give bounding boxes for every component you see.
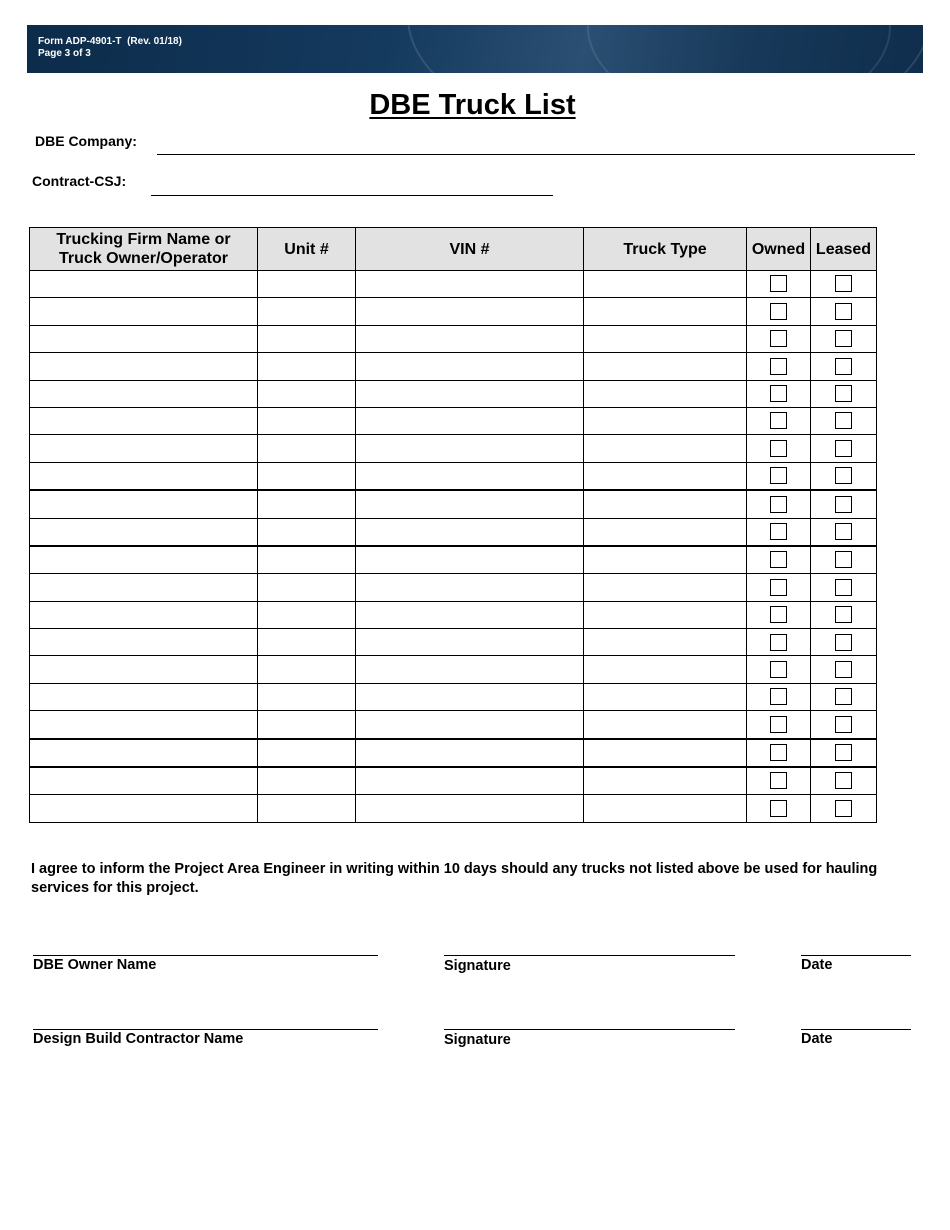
table-row [30, 601, 877, 628]
dbe-owner-date-line[interactable] [801, 955, 911, 956]
leased-cell [811, 574, 877, 601]
owned-checkbox[interactable] [770, 358, 787, 375]
dbe-company-field[interactable] [157, 154, 915, 155]
vin-cell[interactable] [356, 574, 584, 601]
owned-checkbox[interactable] [770, 634, 787, 651]
truck-type-cell[interactable] [584, 574, 747, 601]
truck-type-cell[interactable] [584, 656, 747, 683]
leased-checkbox[interactable] [835, 579, 852, 596]
firm-name-cell[interactable] [30, 739, 258, 767]
owned-checkbox[interactable] [770, 800, 787, 817]
owned-cell [747, 601, 811, 628]
owned-checkbox[interactable] [770, 551, 787, 568]
truck-type-cell[interactable] [584, 407, 747, 434]
unit-cell[interactable] [258, 518, 356, 546]
unit-cell[interactable] [258, 435, 356, 462]
owned-cell [747, 574, 811, 601]
contract-csj-field[interactable] [151, 195, 553, 196]
owned-cell [747, 271, 811, 298]
leased-cell [811, 380, 877, 407]
truck-type-cell[interactable] [584, 546, 747, 574]
unit-cell[interactable] [258, 462, 356, 490]
unit-cell[interactable] [258, 601, 356, 628]
column-header-owned: Owned [747, 228, 811, 271]
truck-type-cell[interactable] [584, 711, 747, 739]
banner-decoration [587, 25, 891, 73]
unit-cell[interactable] [258, 271, 356, 298]
owned-checkbox[interactable] [770, 330, 787, 347]
owned-cell [747, 298, 811, 325]
table-row [30, 380, 877, 407]
table-row [30, 271, 877, 298]
vin-cell[interactable] [356, 601, 584, 628]
truck-type-cell[interactable] [584, 629, 747, 656]
firm-name-cell[interactable] [30, 407, 258, 434]
truck-type-cell[interactable] [584, 462, 747, 490]
table-row [30, 435, 877, 462]
leased-checkbox[interactable] [835, 551, 852, 568]
leased-checkbox[interactable] [835, 358, 852, 375]
truck-type-cell[interactable] [584, 739, 747, 767]
dbe-owner-signature-line[interactable] [444, 955, 735, 956]
table-row [30, 490, 877, 518]
vin-cell[interactable] [356, 795, 584, 822]
table-row [30, 353, 877, 380]
leased-checkbox[interactable] [835, 467, 852, 484]
unit-cell[interactable] [258, 490, 356, 518]
table-row [30, 739, 877, 767]
leased-cell [811, 353, 877, 380]
owned-cell [747, 435, 811, 462]
leased-checkbox[interactable] [835, 412, 852, 429]
table-row [30, 407, 877, 434]
truck-type-cell[interactable] [584, 767, 747, 795]
leased-cell [811, 767, 877, 795]
column-header-vin: VIN # [356, 228, 584, 271]
leased-checkbox[interactable] [835, 523, 852, 540]
owned-checkbox[interactable] [770, 772, 787, 789]
column-header-leased: Leased [811, 228, 877, 271]
truck-type-cell[interactable] [584, 683, 747, 710]
table-row [30, 518, 877, 546]
owned-cell [747, 739, 811, 767]
firm-name-cell[interactable] [30, 380, 258, 407]
table-row [30, 546, 877, 574]
truck-type-cell[interactable] [584, 380, 747, 407]
leased-checkbox[interactable] [835, 440, 852, 457]
column-header-firm: Trucking Firm Name or Truck Owner/Operator [30, 228, 258, 271]
truck-type-cell[interactable] [584, 298, 747, 325]
firm-name-cell[interactable] [30, 795, 258, 822]
table-row [30, 325, 877, 352]
leased-checkbox[interactable] [835, 772, 852, 789]
vin-cell[interactable] [356, 325, 584, 352]
vin-cell[interactable] [356, 435, 584, 462]
leased-cell [811, 739, 877, 767]
leased-checkbox[interactable] [835, 303, 852, 320]
firm-name-cell[interactable] [30, 711, 258, 739]
owned-cell [747, 353, 811, 380]
owned-cell [747, 325, 811, 352]
owned-checkbox[interactable] [770, 303, 787, 320]
firm-name-cell[interactable] [30, 629, 258, 656]
unit-cell[interactable] [258, 353, 356, 380]
contractor-signature-line[interactable] [444, 1029, 735, 1030]
contract-csj-label: Contract-CSJ: [32, 173, 127, 189]
leased-cell [811, 298, 877, 325]
unit-cell[interactable] [258, 795, 356, 822]
vin-cell[interactable] [356, 683, 584, 710]
leased-cell [811, 601, 877, 628]
firm-name-cell[interactable] [30, 546, 258, 574]
unit-cell[interactable] [258, 629, 356, 656]
contractor-name-label: Design Build Contractor Name [33, 1031, 244, 1047]
unit-cell[interactable] [258, 711, 356, 739]
leased-cell [811, 271, 877, 298]
firm-name-cell[interactable] [30, 435, 258, 462]
owned-cell [747, 490, 811, 518]
vin-cell[interactable] [356, 739, 584, 767]
firm-name-cell[interactable] [30, 490, 258, 518]
dbe-owner-name-line[interactable] [33, 955, 378, 956]
owned-checkbox[interactable] [770, 661, 787, 678]
dbe-company-label: DBE Company: [35, 133, 137, 149]
leased-cell [811, 435, 877, 462]
page-number: Page 3 of 3 [38, 48, 91, 59]
table-row [30, 574, 877, 601]
owned-cell [747, 407, 811, 434]
owned-cell [747, 795, 811, 822]
page-title: DBE Truck List [369, 89, 576, 121]
firm-name-cell[interactable] [30, 353, 258, 380]
truck-type-cell[interactable] [584, 325, 747, 352]
owned-cell [747, 767, 811, 795]
owned-checkbox[interactable] [770, 385, 787, 402]
vin-cell[interactable] [356, 546, 584, 574]
table-row [30, 462, 877, 490]
unit-cell[interactable] [258, 574, 356, 601]
unit-cell[interactable] [258, 546, 356, 574]
leased-cell [811, 462, 877, 490]
contractor-date-label: Date [801, 1031, 833, 1047]
owned-cell [747, 629, 811, 656]
dbe-owner-name-label: DBE Owner Name [33, 957, 157, 973]
leased-cell [811, 546, 877, 574]
leased-checkbox[interactable] [835, 275, 852, 292]
column-header-truck-type: Truck Type [584, 228, 747, 271]
owned-cell [747, 711, 811, 739]
contractor-name-line[interactable] [33, 1029, 378, 1030]
truck-type-cell[interactable] [584, 601, 747, 628]
unit-cell[interactable] [258, 298, 356, 325]
leased-checkbox[interactable] [835, 606, 852, 623]
firm-name-cell[interactable] [30, 574, 258, 601]
vin-cell[interactable] [356, 629, 584, 656]
owned-checkbox[interactable] [770, 579, 787, 596]
leased-checkbox[interactable] [835, 385, 852, 402]
vin-cell[interactable] [356, 711, 584, 739]
vin-cell[interactable] [356, 490, 584, 518]
owned-checkbox[interactable] [770, 275, 787, 292]
table-header-row [30, 228, 877, 271]
vin-cell[interactable] [356, 380, 584, 407]
firm-name-cell[interactable] [30, 767, 258, 795]
owned-cell [747, 656, 811, 683]
firm-name-cell[interactable] [30, 298, 258, 325]
truck-list-table [29, 227, 877, 823]
table-row [30, 683, 877, 710]
unit-cell[interactable] [258, 325, 356, 352]
leased-checkbox[interactable] [835, 330, 852, 347]
owned-checkbox[interactable] [770, 523, 787, 540]
firm-name-cell[interactable] [30, 656, 258, 683]
leased-checkbox[interactable] [835, 496, 852, 513]
leased-checkbox[interactable] [835, 661, 852, 678]
firm-name-cell[interactable] [30, 271, 258, 298]
owned-checkbox[interactable] [770, 412, 787, 429]
table-row [30, 795, 877, 822]
leased-cell [811, 325, 877, 352]
table-row [30, 629, 877, 656]
leased-cell [811, 518, 877, 546]
owned-checkbox[interactable] [770, 440, 787, 457]
unit-cell[interactable] [258, 656, 356, 683]
leased-cell [811, 490, 877, 518]
vin-cell[interactable] [356, 271, 584, 298]
dbe-owner-date-label: Date [801, 957, 833, 973]
agreement-statement: I agree to inform the Project Area Engineer in writing within 10 days should any trucks not listed above be used for hauling services for this project. [31, 861, 878, 896]
form-header-banner [27, 25, 923, 73]
vin-cell[interactable] [356, 353, 584, 380]
owned-cell [747, 462, 811, 490]
leased-checkbox[interactable] [835, 716, 852, 733]
unit-cell[interactable] [258, 739, 356, 767]
leased-cell [811, 683, 877, 710]
leased-checkbox[interactable] [835, 800, 852, 817]
truck-type-cell[interactable] [584, 518, 747, 546]
dbe-owner-signature-label: Signature [444, 958, 511, 974]
unit-cell[interactable] [258, 767, 356, 795]
leased-checkbox[interactable] [835, 744, 852, 761]
owned-checkbox[interactable] [770, 467, 787, 484]
truck-type-cell[interactable] [584, 490, 747, 518]
owned-cell [747, 518, 811, 546]
truck-type-cell[interactable] [584, 353, 747, 380]
table-row [30, 656, 877, 683]
unit-cell[interactable] [258, 683, 356, 710]
firm-name-cell[interactable] [30, 601, 258, 628]
table-row [30, 767, 877, 795]
unit-cell[interactable] [258, 407, 356, 434]
leased-cell [811, 407, 877, 434]
leased-cell [811, 711, 877, 739]
firm-name-cell[interactable] [30, 683, 258, 710]
owned-checkbox[interactable] [770, 606, 787, 623]
vin-cell[interactable] [356, 656, 584, 683]
owned-checkbox[interactable] [770, 744, 787, 761]
contractor-signature-label: Signature [444, 1032, 511, 1048]
owned-cell [747, 380, 811, 407]
contractor-date-line[interactable] [801, 1029, 911, 1030]
owned-cell [747, 683, 811, 710]
vin-cell[interactable] [356, 767, 584, 795]
truck-type-cell[interactable] [584, 795, 747, 822]
vin-cell[interactable] [356, 518, 584, 546]
table-row [30, 298, 877, 325]
leased-cell [811, 795, 877, 822]
leased-cell [811, 629, 877, 656]
firm-name-cell[interactable] [30, 325, 258, 352]
owned-checkbox[interactable] [770, 688, 787, 705]
vin-cell[interactable] [356, 298, 584, 325]
vin-cell[interactable] [356, 407, 584, 434]
truck-type-cell[interactable] [584, 271, 747, 298]
owned-checkbox[interactable] [770, 716, 787, 733]
owned-cell [747, 546, 811, 574]
vin-cell[interactable] [356, 462, 584, 490]
unit-cell[interactable] [258, 380, 356, 407]
form-number: Form ADP-4901-T (Rev. 01/18) [38, 36, 182, 47]
truck-type-cell[interactable] [584, 435, 747, 462]
truck-rows [30, 271, 877, 823]
leased-checkbox[interactable] [835, 688, 852, 705]
firm-name-cell[interactable] [30, 462, 258, 490]
firm-name-cell[interactable] [30, 518, 258, 546]
column-header-unit: Unit # [258, 228, 356, 271]
leased-cell [811, 656, 877, 683]
owned-checkbox[interactable] [770, 496, 787, 513]
leased-checkbox[interactable] [835, 634, 852, 651]
form-identifier [38, 36, 182, 60]
table-row [30, 711, 877, 739]
